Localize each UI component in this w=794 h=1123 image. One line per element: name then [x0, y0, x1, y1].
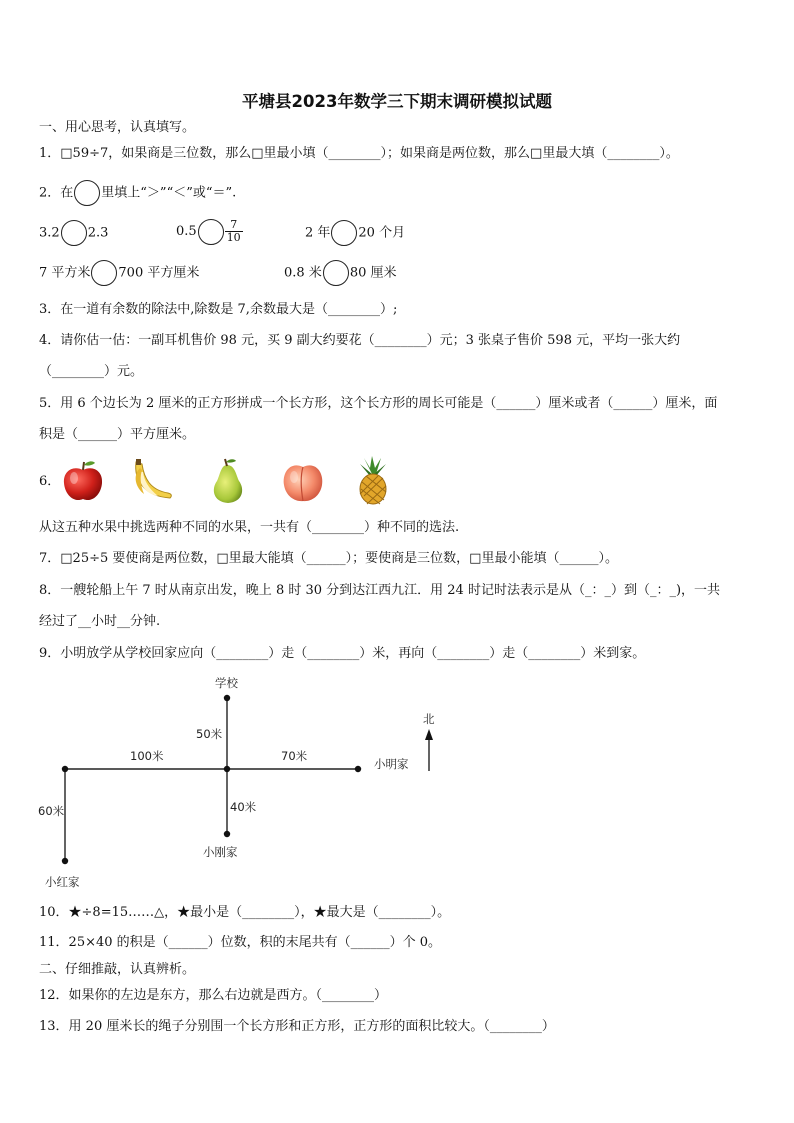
- compare-left: 7 平方米: [39, 265, 91, 281]
- compare-right: 2.3: [87, 225, 109, 241]
- fraction-denominator: 10: [226, 231, 241, 244]
- xiaoming-home-dot: [355, 766, 361, 772]
- section-one-heading: 一、用心思考，认真填写。: [39, 120, 196, 135]
- question-6-text: 从这五种水果中挑选两种不同的水果，一共有（________）种不同的选法.: [39, 520, 460, 535]
- question-8-line-1: 8．一艘轮船上午 7 时从南京出发，晚上 8 时 30 分到达江西九江．用 24 时记时法表示是从（_：_）到（_：_)，一共: [39, 583, 721, 598]
- question-6-number: 6．: [39, 474, 61, 489]
- question-1: 1．□59÷7，如果商是三位数，那么□里最小填（________）；如果商是两位数，那么□里最大填（________）。: [39, 146, 679, 161]
- compare-right: 80 厘米: [349, 265, 397, 281]
- xiaoming-home-label: 小明家: [374, 757, 409, 771]
- compare-left: 0.8 米: [284, 265, 322, 281]
- compare-left: 2 年: [305, 225, 331, 241]
- page-title: 平塘县2023年数学三下期末调研模拟试题: [242, 92, 552, 111]
- question-7: 7．□25÷5 要使商是两位数，□里最大能填（______）；要使商是三位数，□里最小能填（______）。: [39, 551, 618, 566]
- question-4-line-2: （________）元。: [39, 364, 144, 379]
- fraction-numerator: 7: [230, 218, 238, 231]
- distance-40m-label: 40米: [230, 800, 257, 814]
- question-13: 13．用 20 厘米长的绳子分别围一个长方形和正方形，正方形的面积比较大。（________）: [39, 1019, 555, 1034]
- crossroad-dot: [224, 766, 230, 772]
- compare-right: 700 平方厘米: [118, 265, 200, 281]
- question-5-line-1: 5．用 6 个边长为 2 厘米的正方形拼成一个长方形，这个长方形的周长可能是（______）厘米或者（______）厘米，面: [39, 396, 718, 411]
- school-dot: [224, 695, 230, 701]
- distance-70m-label: 70米: [281, 749, 308, 763]
- question-2-post: 里填上“＞”“＜”或“＝”.: [101, 185, 237, 201]
- question-11: 11．25×40 的积是（______）位数，积的末尾共有（______）个 0。: [39, 935, 442, 950]
- north-label: 北: [423, 712, 435, 726]
- left-corner-dot: [62, 766, 68, 772]
- distance-60m-label: 60米: [38, 804, 65, 818]
- question-8-line-2: 经过了__小时__分钟.: [39, 614, 161, 629]
- school-label: 学校: [215, 676, 238, 690]
- question-5-line-2: 积是（______）平方厘米。: [39, 427, 196, 442]
- section-two-heading: 二、仔细推敲，认真辨析。: [39, 962, 196, 977]
- distance-50m-label: 50米: [196, 727, 223, 741]
- xiaogang-home-label: 小刚家: [203, 845, 238, 859]
- question-2-pre: 2．在: [39, 185, 74, 201]
- question-12: 12．如果你的左边是东方，那么右边就是西方。（________）: [39, 988, 388, 1003]
- north-arrow-icon: [425, 729, 433, 740]
- question-4-line-1: 4．请你估一估：一副耳机售价 98 元，买 9 副大约要花（________）元；3 张桌子售价 598 元，平均一张大约: [39, 333, 681, 348]
- compare-left: 3.2: [39, 225, 60, 241]
- question-3: 3．在一道有余数的除法中,除数是 7,余数最大是（________）;: [39, 302, 398, 317]
- distance-100m-label: 100米: [130, 749, 164, 763]
- question-9: 9．小明放学从学校回家应向（________）走（________）米，再向（________）走（________）米到家。: [39, 646, 646, 661]
- compare-left: 0.5: [176, 224, 197, 239]
- question-10: 10．★÷8=15……△，★最小是（________），★最大是（________）。: [39, 905, 451, 920]
- xiaogang-home-dot: [224, 831, 230, 837]
- compare-right: 20 个月: [358, 225, 406, 241]
- xiaohong-home-dot: [62, 858, 68, 864]
- xiaohong-home-label: 小红家: [45, 875, 80, 889]
